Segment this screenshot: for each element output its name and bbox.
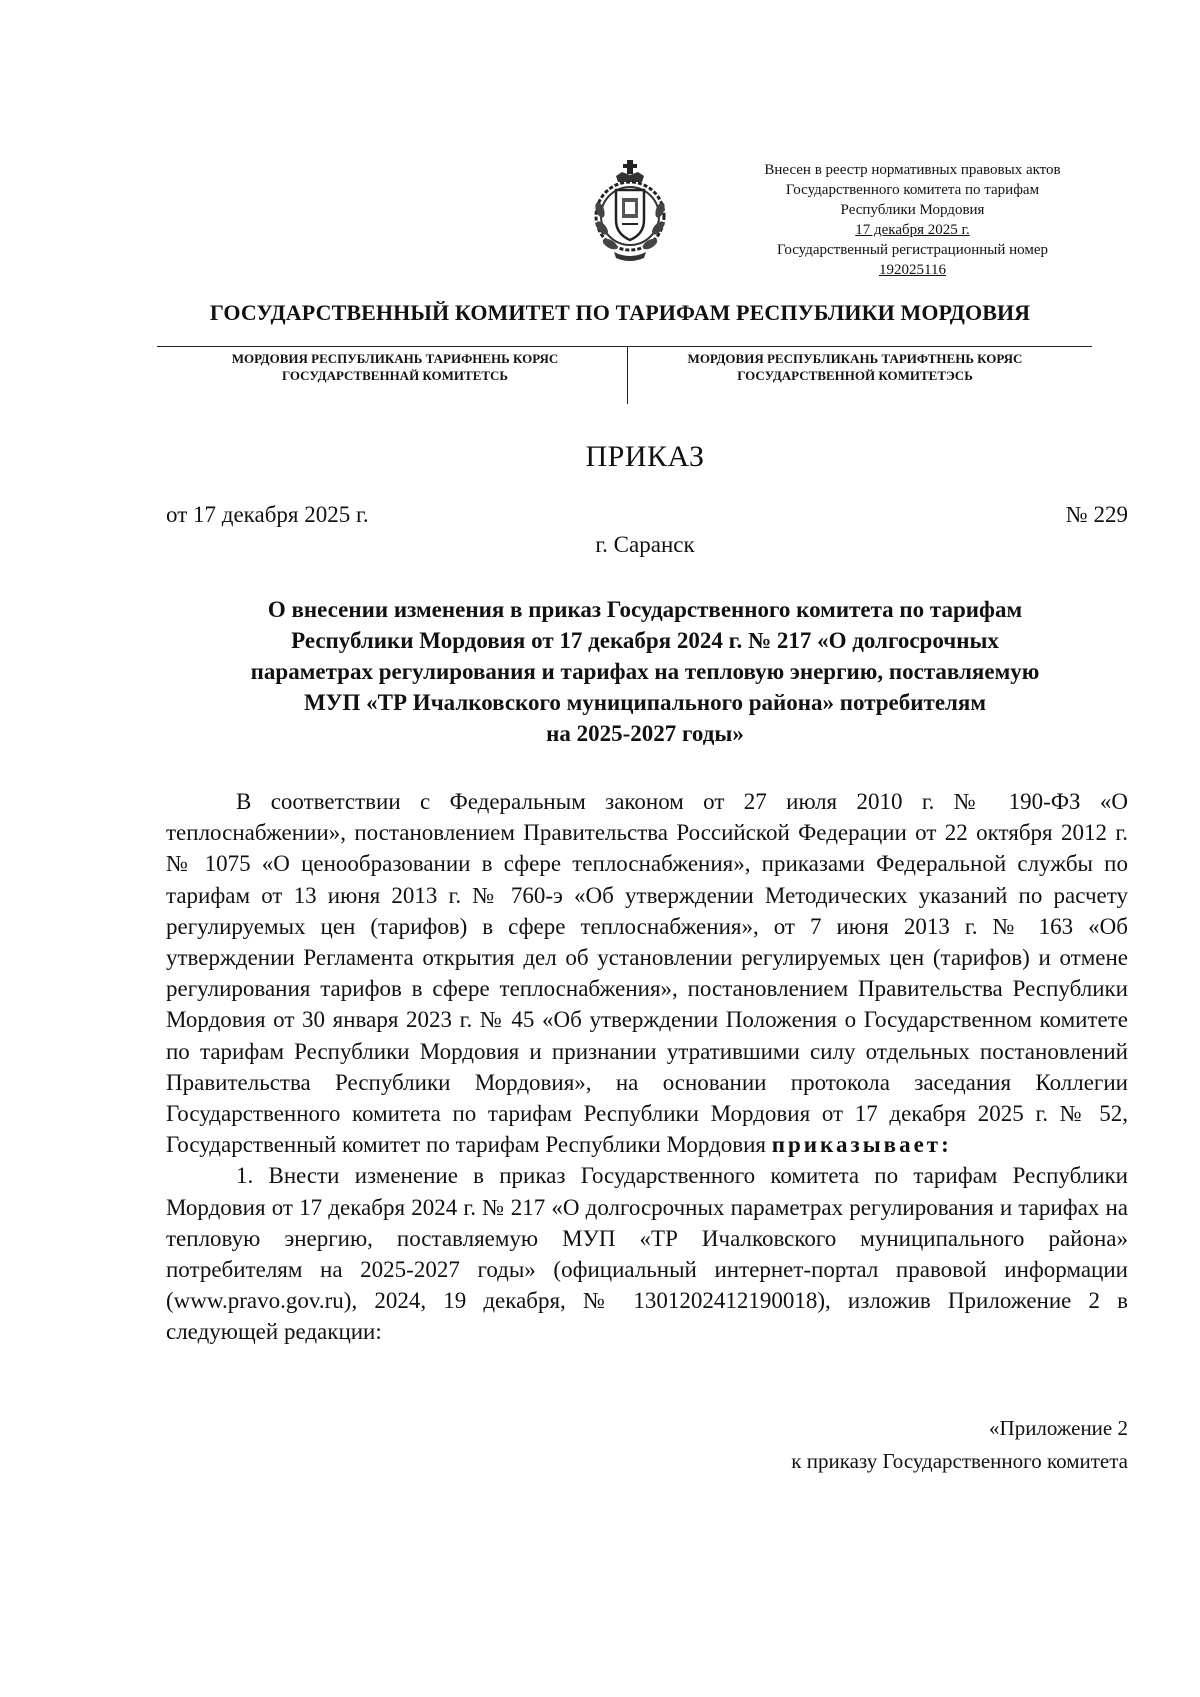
order-city: г. Саранск bbox=[595, 532, 695, 557]
moksha-line-1: МОРДОВИЯ РЕСПУБЛИКАНЬ ТАРИФНЕНЬ КОРЯС bbox=[231, 351, 559, 366]
subject-line-1: О внесении изменения в приказ Государственного комитета по тарифам bbox=[267, 597, 1023, 622]
registry-line-2: Государственного комитета по тарифам bbox=[785, 182, 1040, 198]
document-type-title: ПРИКАЗ bbox=[585, 440, 705, 473]
registry-line-5: Государственный регистрационный номер bbox=[776, 242, 1049, 258]
registry-line-1: Внесен в реестр нормативных правовых актов bbox=[764, 162, 1061, 178]
orders-keyword: приказывает: bbox=[771, 1132, 952, 1158]
coat-of-arms-emblem bbox=[592, 160, 668, 264]
clause-1-paragraph: 1. Внести изменение в приказ Государственного комитета по тарифам Республики Мордовия от 17 декабря 2024 г. № 217 «О долгосрочных параметрах регулирования и тарифах на тепловую энергию, поставляемую МУП «ТР Ичалковского муниципального района» потребителям на 2025-2027 годы» (официальный интернет-портал правовой информации (www.pravo.gov.ru), 2024, 19 декабря, № 1301202412190018), изложив Приложение 2 в следующей редакции: bbox=[166, 1163, 1128, 1345]
order-date: от 17 декабря 2025 г. bbox=[166, 502, 369, 527]
registry-date: 17 декабря 2025 г. bbox=[855, 222, 970, 238]
subject-line-4: МУП «ТР Ичалковского муниципального района» потребителям bbox=[303, 690, 987, 715]
appendix-line-1: «Приложение 2 bbox=[989, 1416, 1128, 1440]
subject-line-3: параметрах регулирования и тарифах на тепловую энергию, поставляемую bbox=[250, 659, 1040, 684]
subject-line-2: Республики Мордовия от 17 декабря 2024 г. № 217 «О долгосрочных bbox=[291, 628, 999, 653]
order-subject bbox=[150, 594, 1140, 749]
registry-stamp bbox=[735, 160, 1090, 280]
erzya-line-2: ГОСУДАРСТВЕННОЙ КОМИТЕТЭСЬ bbox=[737, 368, 973, 383]
erzya-line-1: МОРДОВИЯ РЕСПУБЛИКАНЬ ТАРИФТНЕНЬ КОРЯС bbox=[687, 351, 1023, 366]
header-divider bbox=[157, 346, 1092, 347]
preamble-text: В соответствии с Федеральным законом от 27 июля 2010 г. № 190-ФЗ «О теплоснабжении», постановлением Правительства Российской Федерации от 22 октября 2012 г. № 1075 «О ценообразовании в сфере теплоснабжения», приказами Федеральной службы по тарифам от 13 июня 2013 г. № 760-э «Об утверждении Методических указаний по расчету регулируемых цен (тарифов) в сфере теплоснабжения», от 7 июня 2013 г. № 163 «Об утверждении Регламента открытия дел об установлении регулируемых цен (тарифов) и отмене регулирования тарифов в сфере теплоснабжения», постановлением Правительства Республики Мордовия от 30 января 2023 г. № 45 «Об утверждении Положения о Государственном комитете по тарифам Республики Мордовия и признании утратившими силу отдельных постановлений Правительства Республики Мордовия», на основании протокола заседания Коллегии Государственного комитета по тарифам Республики Мордовия от 17 декабря 2025 г. № 52, Государственный комитет по тарифам Республики Мордовия bbox=[166, 789, 1128, 1158]
organization-name-erzya bbox=[640, 350, 1070, 384]
order-number: № 229 bbox=[1065, 502, 1128, 527]
registry-number: 192025116 bbox=[879, 262, 946, 278]
subject-line-5: на 2025-2027 годы» bbox=[546, 721, 744, 746]
registry-line-3: Республики Мордовия bbox=[840, 202, 985, 218]
organization-name-moksha bbox=[180, 350, 610, 384]
organization-title: ГОСУДАРСТВЕННЫЙ КОМИТЕТ ПО ТАРИФАМ РЕСПУБЛИКИ МОРДОВИЯ bbox=[209, 300, 1031, 325]
appendix-line-2: к приказу Государственного комитета bbox=[791, 1449, 1128, 1473]
order-body bbox=[166, 786, 1128, 1348]
appendix-heading bbox=[628, 1412, 1128, 1478]
header-vertical-divider bbox=[627, 346, 628, 404]
moksha-line-2: ГОСУДАРСТВЕННАЙ КОМИТЕТСЬ bbox=[281, 368, 509, 383]
preamble-paragraph bbox=[166, 786, 1128, 1160]
